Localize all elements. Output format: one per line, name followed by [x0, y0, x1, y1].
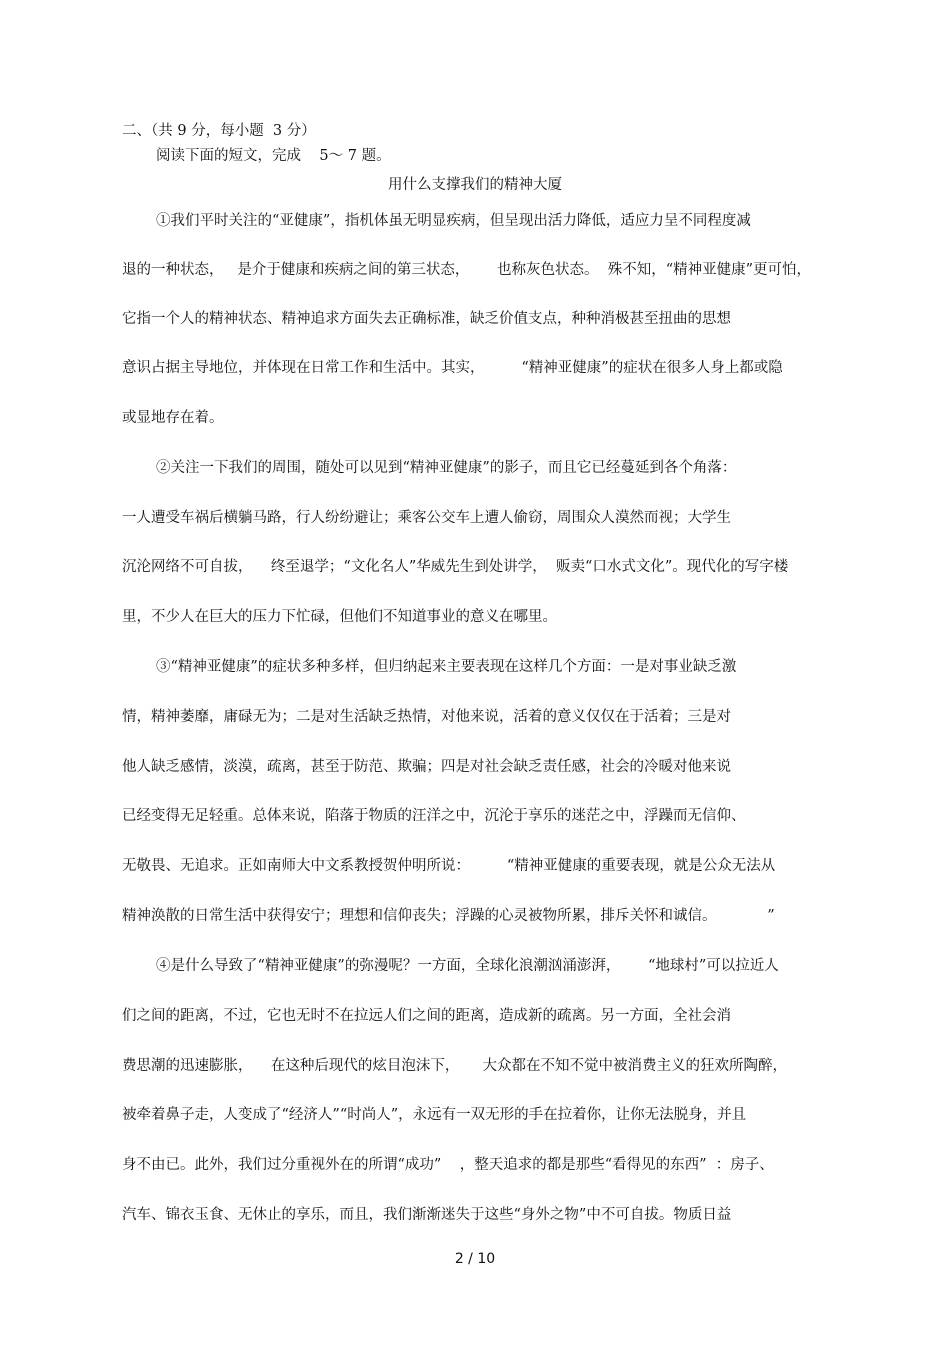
- section-heading: 二、（共 9 分，每小题 3 分）: [122, 123, 316, 139]
- paragraph-4-line-3: 费思潮的迅速膨胀， 在这种后现代的炫目泡沫下， 大众都在不知不觉中被消费主义的狂欢所陶醉，: [122, 1058, 787, 1074]
- instruction-text: 阅读下面的短文，完成 5～ 7 题。: [156, 148, 391, 164]
- paragraph-1-line-1: ①我们平时关注的“亚健康”，指机体虽无明显疾病，但呈现出活力降低，适应力呈不同程度减: [156, 213, 751, 229]
- paragraph-3-line-1: ③“精神亚健康”的症状多种多样，但归纳起来主要表现在这样几个方面：一是对事业缺乏激: [156, 659, 737, 675]
- paragraph-1-line-5: 或显地存在着。: [122, 410, 224, 426]
- paragraph-1-line-2: 退的一种状态， 是介于健康和疾病之间的第三状态， 也称灰色状态。 殊不知，“精神亚健康”更可怕，: [122, 262, 812, 278]
- paragraph-2-line-2: 一人遭受车祸后横躺马路，行人纷纷避让；乘客公交车上遭人偷窃，周围众人漠然而视；大学生: [122, 510, 731, 526]
- paragraph-1-line-3: 它指一个人的精神状态、精神追求方面失去正确标准，缺乏价值支点，种种消极甚至扭曲的思想: [122, 311, 731, 327]
- paragraph-3-line-3: 他人缺乏感情，淡漠，疏离，甚至于防范、欺骗；四是对社会缺乏责任感，社会的冷暖对他来说: [122, 759, 731, 775]
- paragraph-2-line-1: ②关注一下我们的周围，随处可以见到“精神亚健康”的影子，而且它已经蔓延到各个角落：: [156, 460, 737, 476]
- paragraph-4-line-5: 身不由已。此外，我们过分重视外在的所谓“成功” ，整天追求的都是那些“看得见的东西” ：房子、: [122, 1157, 774, 1173]
- paragraph-4-line-6: 汽车、锦衣玉食、无休止的享乐，而且，我们渐渐迷失于这些“身外之物”中不可自拔。物质日益: [122, 1207, 732, 1223]
- paragraph-2-line-3: 沉沦网络不可自拔， 终至退学；“文化名人”华威先生到处讲学， 贩卖“口水式文化”。现代化的写字楼: [122, 559, 789, 575]
- paragraph-2-line-4: 里，不少人在巨大的压力下忙碌，但他们不知道事业的意义在哪里。: [122, 609, 557, 625]
- paragraph-3-line-2: 情，精神萎靡，庸碌无为；二是对生活缺乏热情，对他来说，活着的意义仅仅在于活着；三是对: [122, 709, 731, 725]
- paragraph-4-line-1: ④是什么导致了“精神亚健康”的弥漫呢？一方面，全球化浪潮汹涌澎湃， “地球村”可以拉近人: [156, 958, 779, 974]
- paragraph-4-line-2: 们之间的距离，不过，它也无时不在拉远人们之间的距离，造成新的疏离。另一方面，全社会消: [122, 1008, 731, 1024]
- paragraph-3-line-5: 无敬畏、无追求。正如南师大中文系教授贺仲明所说： “精神亚健康的重要表现，就是公众无法从: [122, 858, 776, 874]
- article-title: 用什么支撑我们的精神大厦: [388, 177, 562, 193]
- paragraph-1-line-4: 意识占据主导地位，并体现在日常工作和生活中。其实， “精神亚健康”的症状在很多人身上都或隐: [122, 360, 783, 376]
- paragraph-3-line-6: 精神涣散的日常生活中获得安宁；理想和信仰丧失；浮躁的心灵被物所累，排斥关怀和诚信。 ”: [122, 908, 775, 924]
- paragraph-4-line-4: 被牵着鼻子走，人变成了“经济人”“时尚人”，永远有一双无形的手在拉着你，让你无法脱身，并且: [122, 1107, 747, 1123]
- paragraph-3-line-4: 已经变得无足轻重。总体来说，陷落于物质的汪洋之中，沉沦于享乐的迷茫之中，浮躁而无信仰、: [122, 808, 746, 824]
- page-number: 2 / 10: [454, 1251, 496, 1267]
